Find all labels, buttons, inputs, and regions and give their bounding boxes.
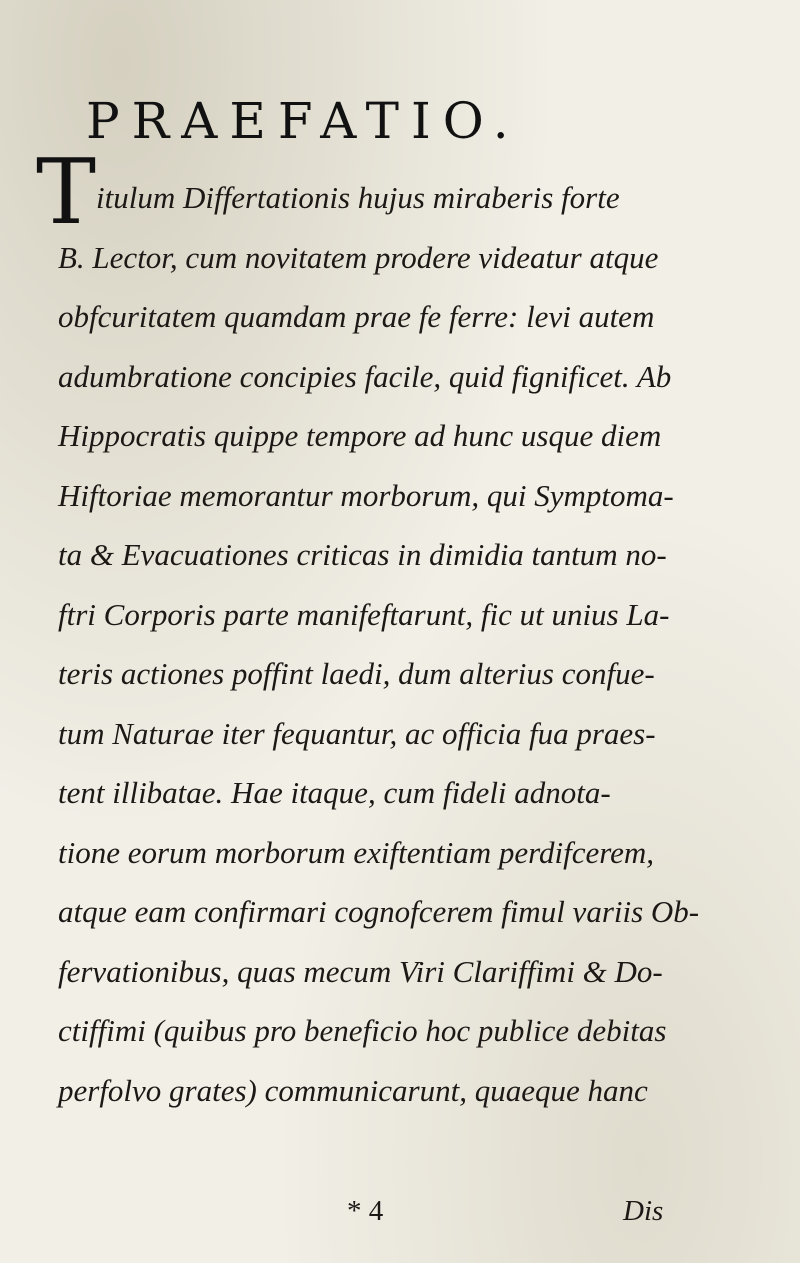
text-line-8: ftri Corporis parte manifeftarunt, fic ut unius La-: [58, 597, 670, 632]
drop-cap: T: [36, 140, 97, 245]
text-line-11: tent illibatae. Hae itaque, cum fideli adnota-: [58, 775, 611, 810]
text-line-12: tione eorum morborum exiftentiam perdifcerem,: [58, 835, 655, 870]
signature-mark: * 4: [347, 1195, 384, 1227]
text-line-1: itulum Differtationis hujus miraberis forte: [96, 180, 620, 215]
text-line-13: atque eam confirmari cognofcerem fimul variis Ob-: [58, 894, 700, 929]
text-line-4: adumbratione concipies facile, quid fignificet. Ab: [58, 359, 672, 394]
catchword: Dis: [623, 1195, 664, 1227]
text-line-16: perfolvo grates) communicarunt, quaeque hanc: [58, 1073, 648, 1108]
page-heading: PRAEFATIO.: [86, 92, 521, 150]
text-line-2: B. Lector, cum novitatem prodere videatur atque: [58, 240, 659, 275]
text-line-3: obfcuritatem quamdam prae fe ferre: levi autem: [58, 299, 655, 334]
text-line-15: ctiffimi (quibus pro beneficio hoc publice debitas: [58, 1013, 667, 1048]
text-line-6: Hiftoriae memorantur morborum, qui Symptoma-: [58, 478, 674, 513]
text-line-10: tum Naturae iter fequantur, ac officia fua praes-: [58, 716, 656, 751]
text-line-9: teris actiones poffint laedi, dum alterius confue-: [58, 656, 655, 691]
text-line-7: ta & Evacuationes criticas in dimidia tantum no-: [58, 537, 667, 572]
text-line-5: Hippocratis quippe tempore ad hunc usque diem: [58, 418, 662, 453]
text-line-14: fervationibus, quas mecum Viri Clariffimi & Do-: [58, 954, 663, 989]
